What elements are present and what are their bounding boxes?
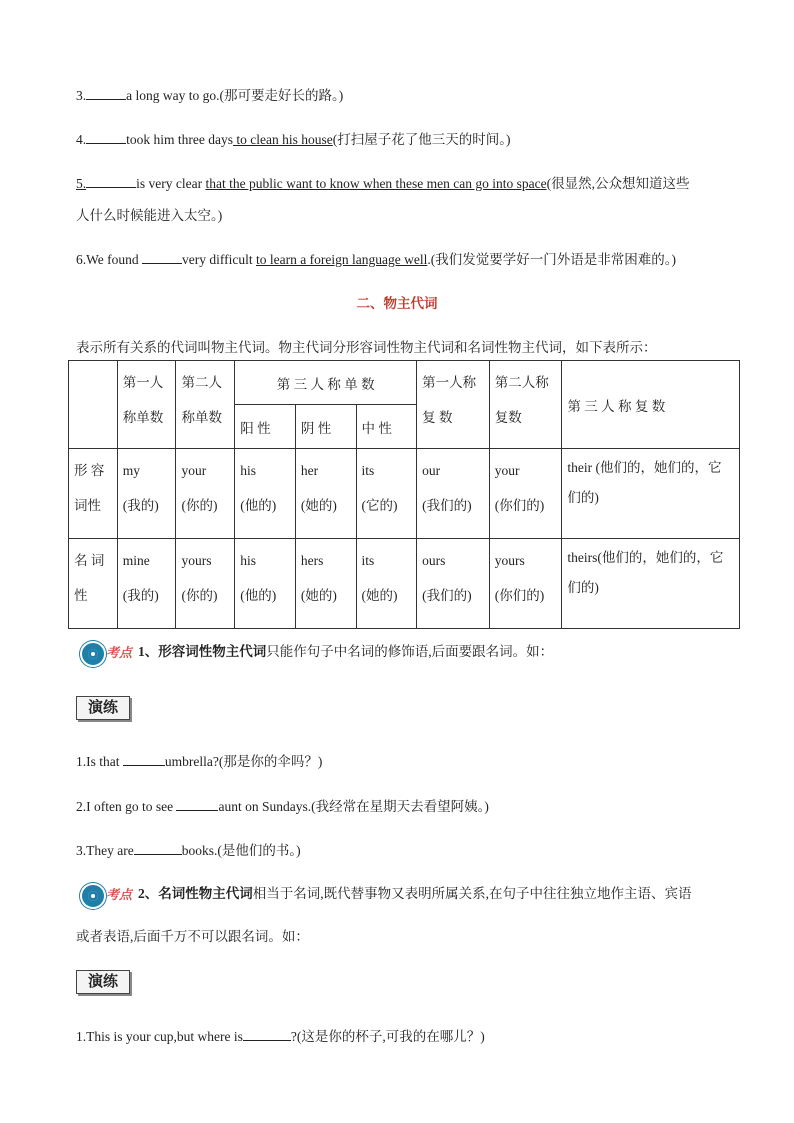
header-third-plural: 第 三 人 称 复 数 [562, 361, 740, 449]
table-cell: their (他们的，她们的，它们的) [562, 449, 740, 539]
table-cell: its (她的) [356, 539, 417, 629]
section-title: 二、物主代词 [356, 296, 438, 311]
exercise-5: 5. is very clear that the public want to know when these men can go into space(很显然,公众想知道这些 [76, 176, 690, 191]
header-second-single: 第二人称单数 [176, 361, 235, 449]
table-cell: yours (你们的) [489, 539, 562, 629]
header-masculine: 阳 性 [235, 405, 296, 449]
answer-blank[interactable] [123, 753, 165, 766]
header-second-plural: 第二人称复数 [489, 361, 562, 449]
exercise-4: 4. took him three days to clean his house(打扫屋子花了他三天的时间。) [76, 132, 511, 147]
yanlian-label: 演练 [76, 696, 130, 720]
header-third-single: 第 三 人 称 单 数 [235, 361, 417, 405]
header-neuter: 中 性 [356, 405, 417, 449]
answer-blank[interactable] [243, 1028, 291, 1041]
header-first-single: 第一人称单数 [117, 361, 176, 449]
table-cell: his (他的) [235, 449, 296, 539]
answer-blank[interactable] [176, 798, 218, 811]
table-cell: my (我的) [117, 449, 176, 539]
exercise-3: 3. a long way to go.(那可要走好长的路。) [76, 88, 344, 103]
header-feminine: 阴 性 [295, 405, 356, 449]
table-cell: your (你的) [176, 449, 235, 539]
table-cell: hers (她的) [295, 539, 356, 629]
corner-cell [69, 361, 118, 449]
exercise-bottom-1: 1.This is your cup,but where is ?(这是你的杯子,可我的在哪儿？) [76, 1029, 485, 1044]
answer-blank[interactable] [86, 131, 126, 144]
kaodian-badge: 考点 [80, 883, 142, 907]
table-cell: her (她的) [295, 449, 356, 539]
answer-blank[interactable] [86, 175, 136, 188]
table-cell: yours (你的) [176, 539, 235, 629]
kaodian-2: 考点 2、名词性物主代词相当于名词,既代替事物又表明所属关系,在句子中往往独立地作主语、宾语 [80, 882, 696, 907]
exercise-mid-2: 2.I often go to see aunt on Sundays.(我经常在星期天去看望阿姨。) [76, 799, 489, 814]
target-icon [80, 641, 106, 667]
table-cell: ours (我们的) [417, 539, 490, 629]
target-icon [80, 883, 106, 909]
kaodian-1: 考点 1、形容词性物主代词只能作句子中名词的修饰语,后面要跟名词。如： [80, 640, 557, 665]
table-row [69, 539, 740, 629]
header-first-plural: 第一人称复 数 [417, 361, 490, 449]
kaodian-2-continued: 或者表语,后面千万不可以跟名词。如： [76, 929, 309, 944]
exercise-5-continued: 人什么时候能进入太空。) [76, 208, 223, 223]
answer-blank[interactable] [86, 87, 126, 100]
table-cell: his (他的) [235, 539, 296, 629]
exercise-6: 6.We found very difficult to learn a foreign language well.(我们发觉要学好一门外语是非常困难的。) [76, 252, 676, 267]
kaodian-badge: 考点 [80, 641, 142, 665]
intro-text: 表示所有关系的代词叫物主代词。物主代词分形容词性物主代词和名词性物主代词，如下表所示： [76, 340, 657, 355]
yanlian-label: 演练 [76, 970, 130, 994]
table-cell: its (它的) [356, 449, 417, 539]
answer-blank[interactable] [142, 251, 182, 264]
row-label: 形 容 词性 [69, 449, 118, 539]
row-label: 名 词 性 [69, 539, 118, 629]
table-cell: mine (我的) [117, 539, 176, 629]
answer-blank[interactable] [134, 842, 182, 855]
table-cell: our (我们的) [417, 449, 490, 539]
possessive-pronoun-table [68, 360, 740, 629]
table-row [69, 449, 740, 539]
table-cell: your (你们的) [489, 449, 562, 539]
table-cell: theirs(他们的，她们的，它们的) [562, 539, 740, 629]
exercise-mid-3: 3.They are books.(是他们的书。) [76, 843, 301, 858]
exercise-mid-1: 1.Is that umbrella?(那是你的伞吗？) [76, 754, 323, 769]
